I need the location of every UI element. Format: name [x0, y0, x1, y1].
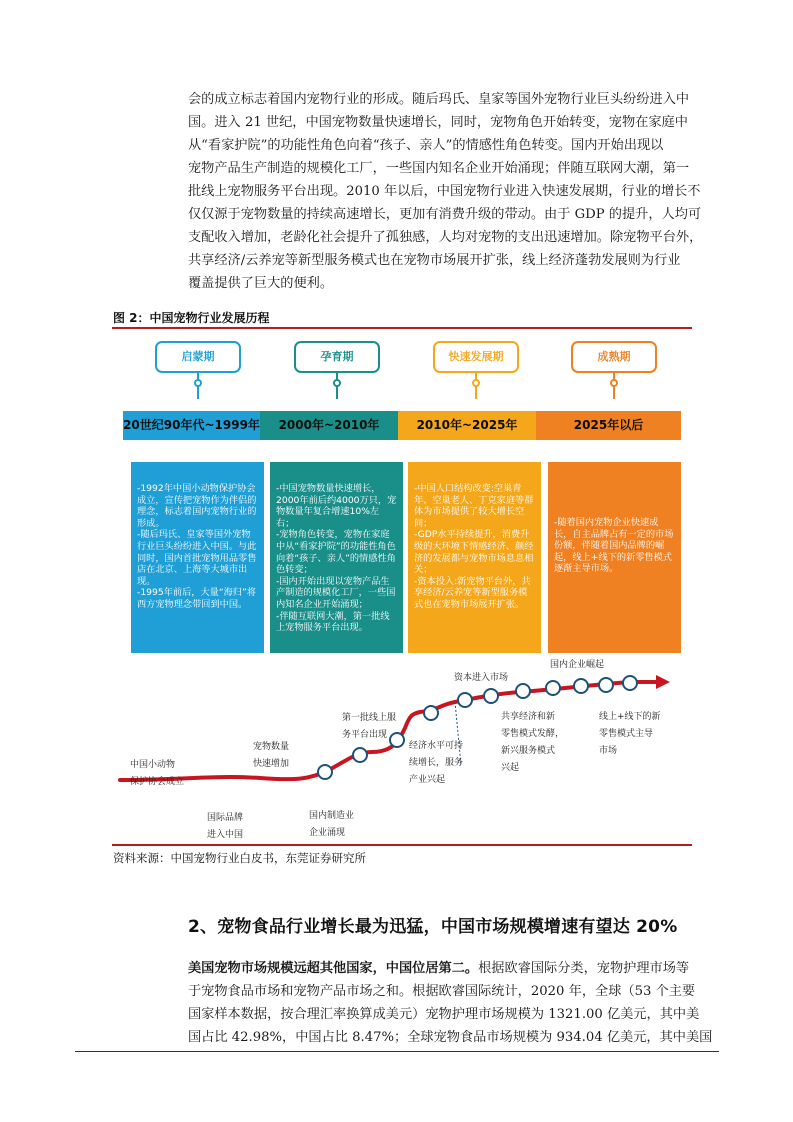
intro-line: 从“看家护院”的功能性角色向着“孩子、亲人”的情感性角色转变。国内开始出现以	[188, 138, 664, 153]
paragraph-line-1	[188, 957, 718, 980]
stage-bubble-4: 成熟期	[571, 341, 657, 373]
milestone-node	[574, 679, 588, 693]
milestone-label-10: 线上+线下的新 零售模式主导 市场	[599, 712, 661, 756]
stage-bubble-2: 孕育期	[294, 341, 380, 373]
paragraph-line: 国家样本数据，按合理汇率换算成美元）宠物护理市场规模为 1321.00 亿美元，其中美	[188, 1007, 700, 1022]
milestone-arrowhead	[656, 675, 670, 689]
bold-lead: 美国宠物市场规模远超其他国家，中国位居第二。	[188, 961, 479, 976]
card-text: -国内开始出现以宠物产品生产制造的规模化工厂，一些国内知名企业开始涌现；	[276, 575, 396, 610]
card-text: -资本投入:新宠物平台外，共享经济/云养宠等新型服务模式也在宠物市场展开扩张。	[414, 575, 531, 610]
card-text: -中国宠物数量快速增长，2000年前后约4000万只，宠物数量年复合增速10%左右；	[276, 483, 397, 529]
card-text: -随后玛氏、皇家等国外宠物行业巨头纷纷进入中国。与此同时，国内首批宠物用品零售店在北京、上海等大城市出现。	[137, 529, 257, 587]
milestone-node	[353, 748, 367, 762]
milestone-node	[623, 676, 637, 690]
milestone-node	[599, 678, 613, 692]
timeline-period-3: 2010年~2025年	[398, 411, 536, 440]
figure-title: 图 2：中国宠物行业发展历程	[113, 311, 270, 325]
paragraph-text: 根据欧睿国际分类，宠物护理市场等	[478, 961, 690, 976]
card-text: -伴随互联网大潮，第一批线上宠物服务平台出现。	[276, 610, 390, 634]
intro-line: 覆盖提供了巨大的便利。	[188, 276, 334, 291]
milestone-node	[424, 706, 438, 720]
card-text: -GDP水平持续提升，消费升级的大环境下情感经济、颜经济的发展都与宠物市场息息相关；	[414, 529, 534, 576]
card-text: -中国人口结构改变:空巢青年、空巢老人、丁克家庭等群体为市场提供了较大增长空间；	[414, 483, 534, 529]
intro-line: 会的成立标志着国内宠物行业的形成。随后玛氏、皇家等国外宠物行业巨头纷纷进入中	[188, 92, 690, 107]
milestone-label-1: 中国小动物 保护协会成立	[130, 760, 185, 787]
section-heading: 2、宠物食品行业增长最为迅猛，中国市场规模增速有望达 20%	[188, 917, 678, 937]
intro-line: 国。进入 21 世纪，中国宠物数量快速增长，同时，宠物角色开始转变，宠物在家庭中	[188, 115, 688, 130]
intro-line: 共享经济/云养宠等新型服务模式也在宠物市场展开扩张，线上经济蓬勃发展则为行业	[188, 253, 681, 268]
paragraph-line: 国占比 42.98%，中国占比 8.47%；全球宠物食品市场规模为 934.04 亿美元，其中美国	[188, 1030, 713, 1045]
figure-bottom-rule	[112, 844, 692, 846]
intro-line: 宠物产品生产制造的规模化工厂，一些国内知名企业开始涌现；伴随互联网大潮，第一	[188, 161, 690, 176]
figure-source: 资料来源：中国宠物行业白皮书，东莞证券研究所	[113, 851, 366, 865]
milestone-node	[458, 693, 472, 707]
card-text: -随着国内宠物企业快速成长，自主品牌占有一定的市场份额，伴随着国内品牌的崛起，线上+线下的新零售模式逐渐主导市场。	[554, 517, 674, 575]
stage-bubble-3: 快速发展期	[433, 341, 519, 373]
milestone-node	[516, 684, 530, 698]
paragraph-line: 于宠物食品市场和宠物产品市场之和。根据欧睿国际统计，2020 年，全球（53 个主要	[188, 984, 696, 999]
card-text: -宠物角色转变，宠物在家庭中从“看家护院”的功能性角色向着“孩子、亲人”的情感性角色转变；	[276, 529, 396, 576]
milestone-label-2: 国际品牌 进入中国	[207, 813, 244, 840]
intro-line: 仅仅源于宠物数量的持续高速增长，更加有消费升级的带动。由于 GDP 的提升，人均可	[188, 207, 702, 222]
milestone-label-3: 宠物数量 快速增加	[253, 742, 290, 769]
intro-line: 支配收入增加，老龄化社会提升了孤独感，人均对宠物的支出迅速增加。除宠物平台外，	[188, 230, 703, 245]
milestone-node	[546, 681, 560, 695]
stage-bubble-1: 启蒙期	[155, 341, 241, 373]
card-text: -1992年中国小动物保护协会成立，宣传把宠物作为伴侣的理念，标志着国内宠物行业的形成。	[137, 483, 257, 529]
page-bottom-rule	[75, 1051, 719, 1052]
milestone-label-9: 国内企业崛起	[550, 660, 605, 670]
timeline-period-2: 2000年~2010年	[260, 411, 398, 440]
timeline-period-4: 2025年以后	[536, 411, 681, 440]
milestone-label-6: 经济水平可持 续增长，服务 产业兴起	[409, 741, 464, 785]
milestone-label-5: 第一批线上服 务平台出现	[342, 713, 397, 740]
milestone-label-4: 国内制造业 企业涌现	[309, 811, 355, 838]
milestone-label-8: 共享经济和新 零售模式发酵， 新兴服务模式 兴起	[501, 712, 565, 773]
timeline-period-1: 20世纪90年代~1999年	[123, 411, 260, 440]
card-text: -1995年前后，大量“海归”将西方宠物理念带回到中国。	[137, 587, 256, 610]
intro-line: 批线上宠物服务平台出现。2010 年以后，中国宠物行业进入快速发展期，行业的增长不	[188, 184, 701, 199]
milestone-label-7: 资本进入市场	[454, 673, 509, 683]
milestone-node	[318, 765, 332, 779]
milestone-node	[484, 689, 498, 703]
